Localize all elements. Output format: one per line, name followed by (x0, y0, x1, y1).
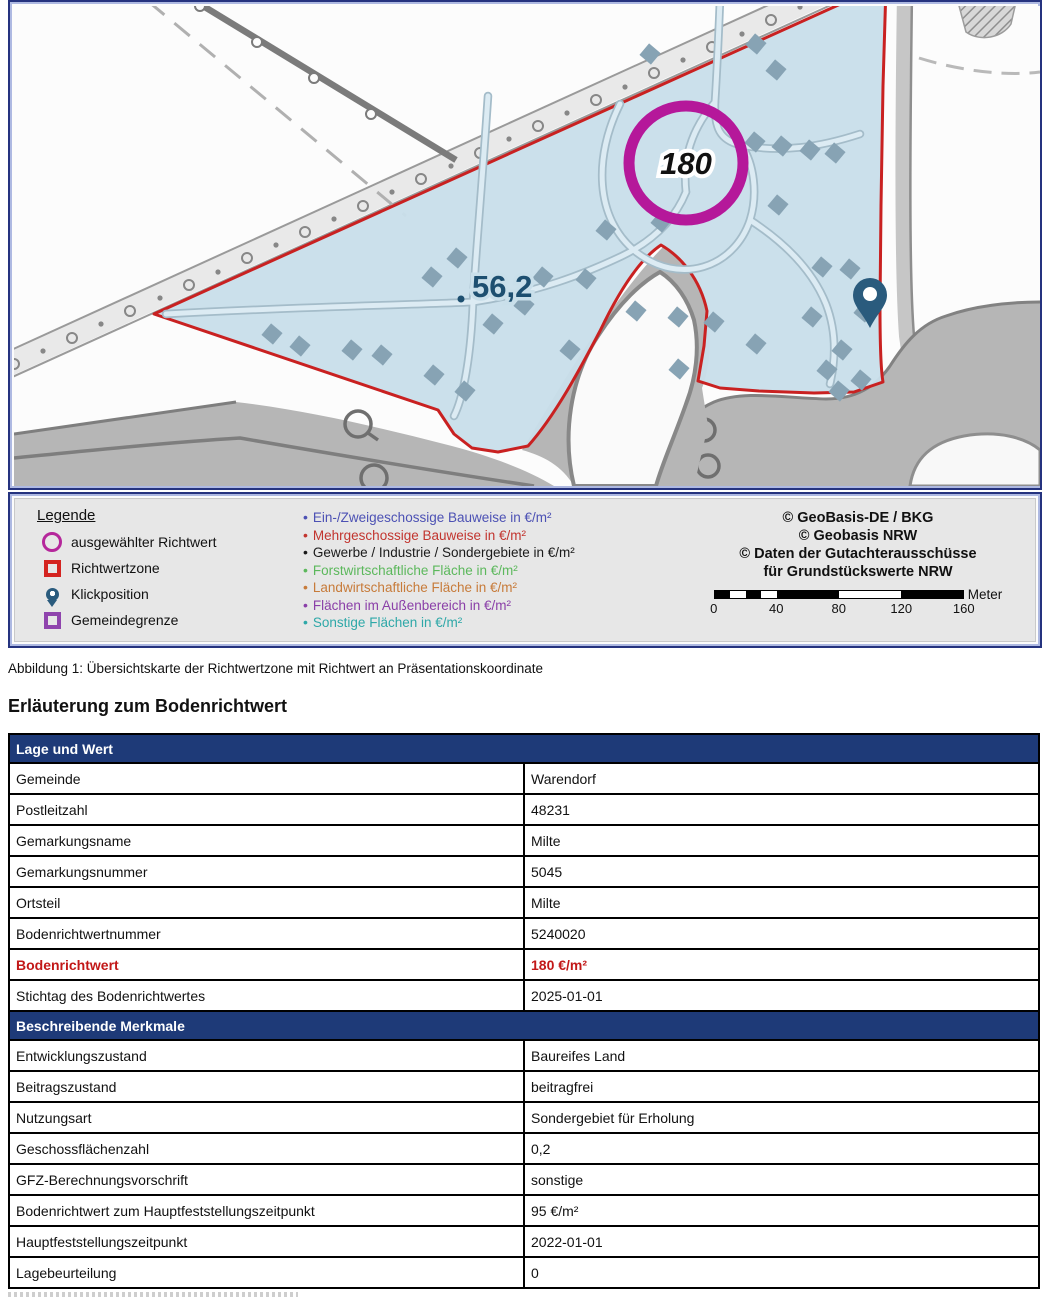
legend-category-label: Ein-/Zweigeschossige Bauweise in €/m² (312, 510, 552, 525)
legend-symbol-label: ausgewählter Richtwert (71, 534, 217, 550)
legend-category (303, 544, 575, 562)
legend-symbol-item (37, 558, 217, 578)
table-row (9, 887, 1039, 918)
row-value: Milte (524, 825, 1039, 856)
row-value: Baureifes Land (524, 1040, 1039, 1071)
legend-category-label: Sonstige Flächen in €/m² (312, 615, 463, 630)
scale-tick-labels (710, 601, 975, 617)
scale-tick-label: 80 (831, 601, 846, 616)
row-value: 0,2 (524, 1133, 1039, 1164)
page-title: Erläuterung zum Bodenrichtwert (8, 696, 288, 716)
legend-category-label: Flächen im Außenbereich in €/m² (312, 597, 511, 613)
row-label: Bodenrichtwertnummer (9, 918, 524, 949)
row-value: Milte (524, 887, 1039, 918)
bullet-icon: • (303, 561, 308, 578)
legend-category-label: Landwirtschaftliche Fläche in €/m² (312, 580, 517, 595)
legend-symbol-item (37, 584, 217, 604)
attribution-line: © GeoBasis-DE / BKG (782, 510, 934, 526)
legend-category-label: Gewerbe / Industrie / Sondergebiete in €/m² (312, 545, 575, 560)
row-label: Nutzungsart (9, 1102, 524, 1133)
attribution-line: für Grundstückswerte NRW (763, 564, 953, 580)
legend-category-label: Mehrgeschossige Bauweise in €/m² (312, 527, 527, 543)
row-label: Gemarkungsnummer (9, 856, 524, 887)
attribution-line: © Geobasis NRW (798, 528, 918, 544)
row-label: Gemarkungsname (9, 825, 524, 856)
legend-title: Legende (37, 507, 96, 524)
scale-tick-label: 0 (710, 601, 718, 616)
details-table (8, 733, 1040, 1289)
table-row (9, 1164, 1039, 1195)
row-value: beitragfrei (524, 1071, 1039, 1102)
row-label: Bodenrichtwert zum Hauptfeststellungszeitpunkt (9, 1195, 524, 1226)
svg-text:56,2: 56,2 (472, 269, 533, 304)
row-value: 5045 (524, 856, 1039, 887)
row-value: 5240020 (524, 918, 1039, 949)
row-value: 0 (524, 1257, 1039, 1288)
bullet-icon: • (303, 526, 308, 543)
table-row (9, 734, 1039, 763)
legend-symbol-label: Klickposition (71, 586, 149, 602)
legend-panel (8, 492, 1042, 648)
legend-symbol-item (37, 532, 217, 552)
row-value: Sondergebiet für Erholung (524, 1102, 1039, 1133)
table-row (9, 1226, 1039, 1257)
table-row (9, 1133, 1039, 1164)
row-label: Gemeinde (9, 763, 524, 794)
section-header-cell: Lage und Wert (9, 734, 1039, 763)
row-label: Entwicklungszustand (9, 1040, 524, 1071)
legend-symbol-icon (37, 532, 67, 552)
row-value: 2025-01-01 (524, 980, 1039, 1011)
row-label: GFZ-Berechnungsvorschrift (9, 1164, 524, 1195)
row-value: sonstige (524, 1164, 1039, 1195)
row-label: Geschossflächenzahl (9, 1133, 524, 1164)
legend-symbols (37, 507, 217, 636)
legend-category (303, 597, 575, 615)
table-row (9, 763, 1039, 794)
legend-category-label: Forstwirtschaftliche Fläche in €/m² (312, 562, 518, 578)
table-row (9, 918, 1039, 949)
legend-symbol-icon (37, 560, 67, 577)
map-panel (8, 0, 1042, 490)
legend-categories (303, 509, 575, 632)
scale-bar-graphic (714, 590, 964, 599)
section-header-cell: Beschreibende Merkmale (9, 1011, 1039, 1040)
table-row (9, 856, 1039, 887)
table-row (9, 1071, 1039, 1102)
table-row (9, 825, 1039, 856)
legend-category (303, 614, 575, 632)
richtwert-value-label: 180 (660, 146, 712, 181)
table-row (9, 1011, 1039, 1040)
row-value: 48231 (524, 794, 1039, 825)
map-attribution (677, 509, 1039, 617)
scale-bar (677, 587, 1039, 617)
row-value: 2022-01-01 (524, 1226, 1039, 1257)
legend-symbol-label: Gemeindegrenze (71, 612, 179, 628)
legend-symbol-label: Richtwertzone (71, 560, 160, 576)
legend-category (303, 562, 575, 580)
scale-tick-label: 40 (769, 601, 784, 616)
bullet-icon: • (303, 509, 308, 525)
scale-tick-label: 160 (952, 601, 975, 616)
table-row (9, 794, 1039, 825)
row-value: 180 €/m² (524, 949, 1039, 980)
row-value: 95 €/m² (524, 1195, 1039, 1226)
table-row (9, 1257, 1039, 1288)
table-row (9, 949, 1039, 980)
row-label: Lagebeurteilung (9, 1257, 524, 1288)
figure-caption: Abbildung 1: Übersichtskarte der Richtwertzone mit Richtwert an Präsentationskoordinate (8, 661, 544, 676)
row-label: Bodenrichtwert (9, 949, 524, 980)
row-label: Beitragszustand (9, 1071, 524, 1102)
bullet-icon: • (303, 544, 308, 560)
legend-symbol-icon (37, 588, 67, 601)
table-row (9, 1040, 1039, 1071)
legend-category (303, 527, 575, 545)
row-label: Stichtag des Bodenrichtwertes (9, 980, 524, 1011)
table-row (9, 1195, 1039, 1226)
row-label: Hauptfeststellungszeitpunkt (9, 1226, 524, 1257)
row-label: Ortsteil (9, 887, 524, 918)
cut-off-caption (8, 1292, 298, 1297)
map-svg (14, 6, 1040, 486)
report-page (8, 0, 1042, 1297)
bullet-icon: • (303, 614, 308, 630)
scale-tick-label: 120 (890, 601, 913, 616)
table-row (9, 980, 1039, 1011)
legend-symbol-item (37, 610, 217, 630)
row-label: Postleitzahl (9, 794, 524, 825)
bullet-icon: • (303, 579, 308, 595)
legend-category (303, 509, 575, 527)
legend-category (303, 579, 575, 597)
legend-symbol-icon (37, 612, 67, 629)
attribution-line: © Daten der Gutachterausschüsse (739, 546, 977, 562)
table-row (9, 1102, 1039, 1133)
row-value: Warendorf (524, 763, 1039, 794)
scale-unit-label: Meter (967, 587, 1003, 602)
bullet-icon: • (303, 596, 308, 613)
